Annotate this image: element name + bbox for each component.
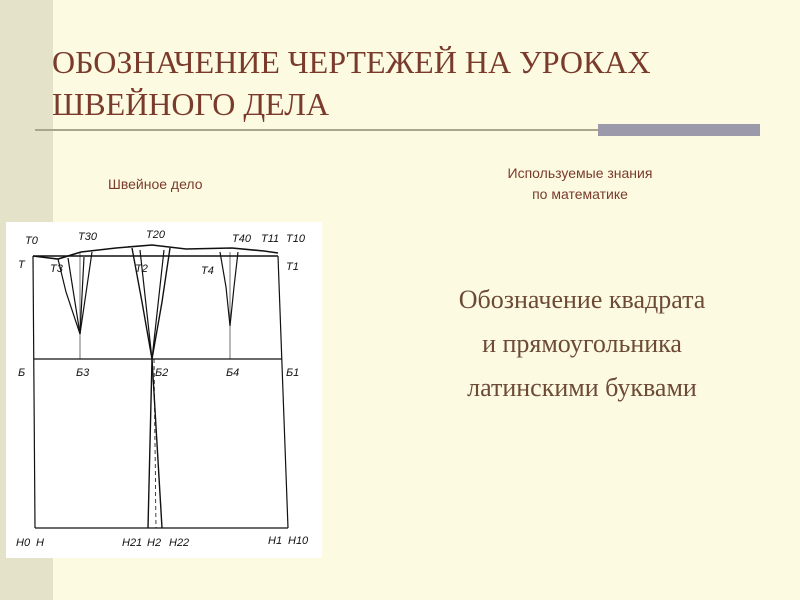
side-seam-left xyxy=(148,359,152,528)
label-t30: Т30 xyxy=(78,231,97,243)
label-t20: Т20 xyxy=(146,229,165,241)
right-side-line xyxy=(278,256,288,528)
label-t1: Т1 xyxy=(286,261,299,273)
slide-title: ОБОЗНАЧЕНИЕ ЧЕРТЕЖЕЙ НА УРОКАХ ШВЕЙНОГО ДЕЛА xyxy=(52,44,651,122)
skirt-pattern-drawing xyxy=(6,222,322,558)
label-b2: Б2 xyxy=(155,367,169,379)
math-knowledge-line-2: по математике xyxy=(532,186,628,202)
label-t3: Т3 xyxy=(50,263,63,275)
body-text xyxy=(392,278,772,410)
label-h1: Н1 xyxy=(268,535,283,547)
sewing-label: Швейное дело xyxy=(108,176,203,192)
label-h21: Н21 xyxy=(122,537,143,549)
side-seam-dash xyxy=(154,359,156,528)
label-t11: Т11 xyxy=(261,233,280,245)
label-h22: Н22 xyxy=(169,537,190,549)
side-seam-right xyxy=(152,359,162,528)
label-b3: Б3 xyxy=(76,367,90,379)
label-b: Б xyxy=(18,367,26,379)
label-h2: Н2 xyxy=(147,537,162,549)
body-line-1: Обозначение квадрата xyxy=(458,285,706,314)
pattern-svg xyxy=(6,222,322,558)
label-t0: Т0 xyxy=(25,235,38,247)
label-t: Т xyxy=(18,259,25,271)
label-t2: Т2 xyxy=(135,263,148,275)
label-t10: Т10 xyxy=(286,233,305,245)
label-t4: Т4 xyxy=(201,265,214,277)
title-divider-accent xyxy=(598,124,760,136)
math-knowledge-line-1: Используемые знания xyxy=(507,165,653,181)
label-h10: Н10 xyxy=(288,535,309,547)
label-h0: Н0 xyxy=(16,537,31,549)
label-t40: Т40 xyxy=(232,233,251,245)
body-line-3: латинскими буквами xyxy=(467,373,697,402)
left-side-line xyxy=(33,256,35,528)
pattern-labels xyxy=(16,229,309,549)
label-b4: Б4 xyxy=(226,367,240,379)
math-knowledge-label xyxy=(455,163,705,205)
dart-t4 xyxy=(220,252,238,326)
label-h: Н xyxy=(36,537,44,549)
label-b1: Б1 xyxy=(286,367,300,379)
waist-curve xyxy=(33,245,278,259)
body-line-2: и прямоугольника xyxy=(482,329,682,358)
